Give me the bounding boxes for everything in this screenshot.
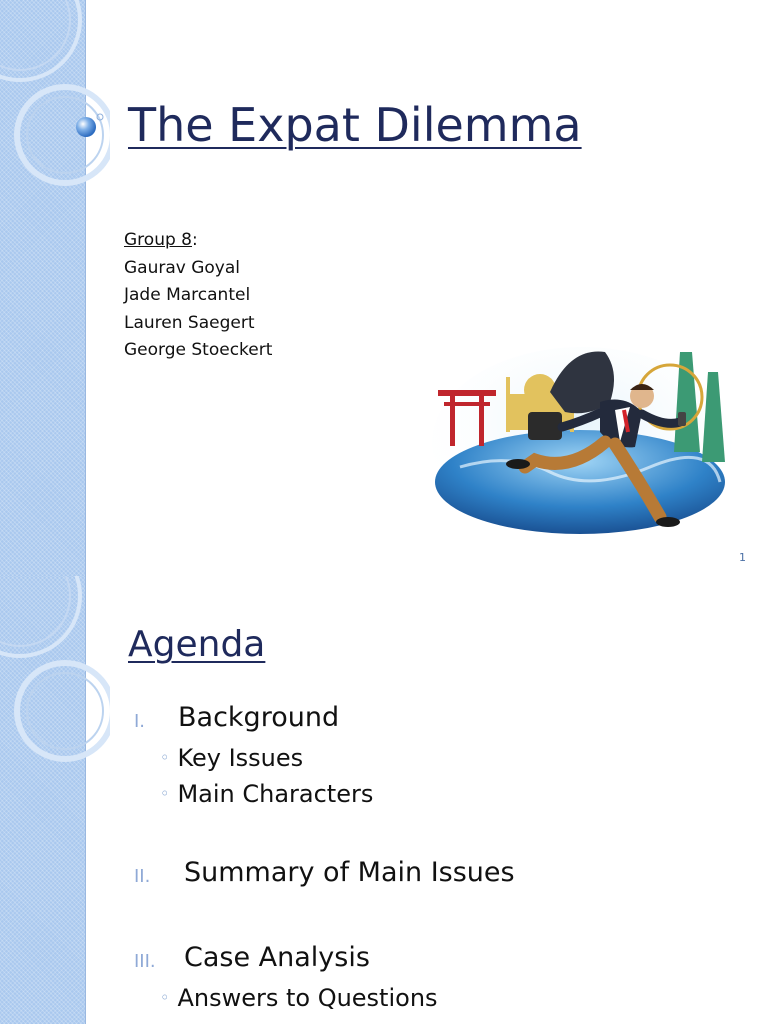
circle-bullet-icon: ◦ [160, 748, 170, 767]
agenda-title: Agenda [128, 624, 266, 665]
member-name: Lauren Saegert [124, 312, 255, 333]
group-colon: : [191, 230, 198, 250]
item-numeral: III. [134, 951, 156, 972]
blue-orb-icon [74, 112, 108, 142]
group-label: Group 8 [124, 230, 192, 250]
group-members-block [124, 227, 272, 365]
traveling-businessman-illustration [430, 332, 735, 537]
page-number: 1 [739, 551, 746, 564]
member-name: Jade Marcantel [124, 285, 251, 305]
circle-rings-decoration [0, 0, 110, 200]
agenda-subitem: ◦ Main Characters [160, 780, 374, 808]
circle-bullet-icon: ◦ [160, 784, 170, 803]
agenda-subitem: ◦ Key Issues [160, 744, 304, 772]
group-heading [124, 227, 272, 255]
item-numeral: I. [134, 711, 146, 732]
circle-rings-decoration [0, 576, 110, 776]
circle-bullet-icon: ◦ [160, 988, 170, 1007]
slide-agenda [0, 576, 768, 1024]
item-numeral: II. [134, 866, 151, 887]
slide-title-text: The Expat Dilemma [128, 98, 582, 152]
item-label: Case Analysis [184, 942, 370, 973]
item-label: Background [178, 702, 340, 733]
member-name: Gaurav Goyal [124, 257, 241, 278]
agenda-subitem: ◦ Answers to Questions [160, 984, 438, 1012]
item-label: Summary of Main Issues [184, 857, 515, 888]
member-name: George Stoeckert [124, 340, 273, 360]
